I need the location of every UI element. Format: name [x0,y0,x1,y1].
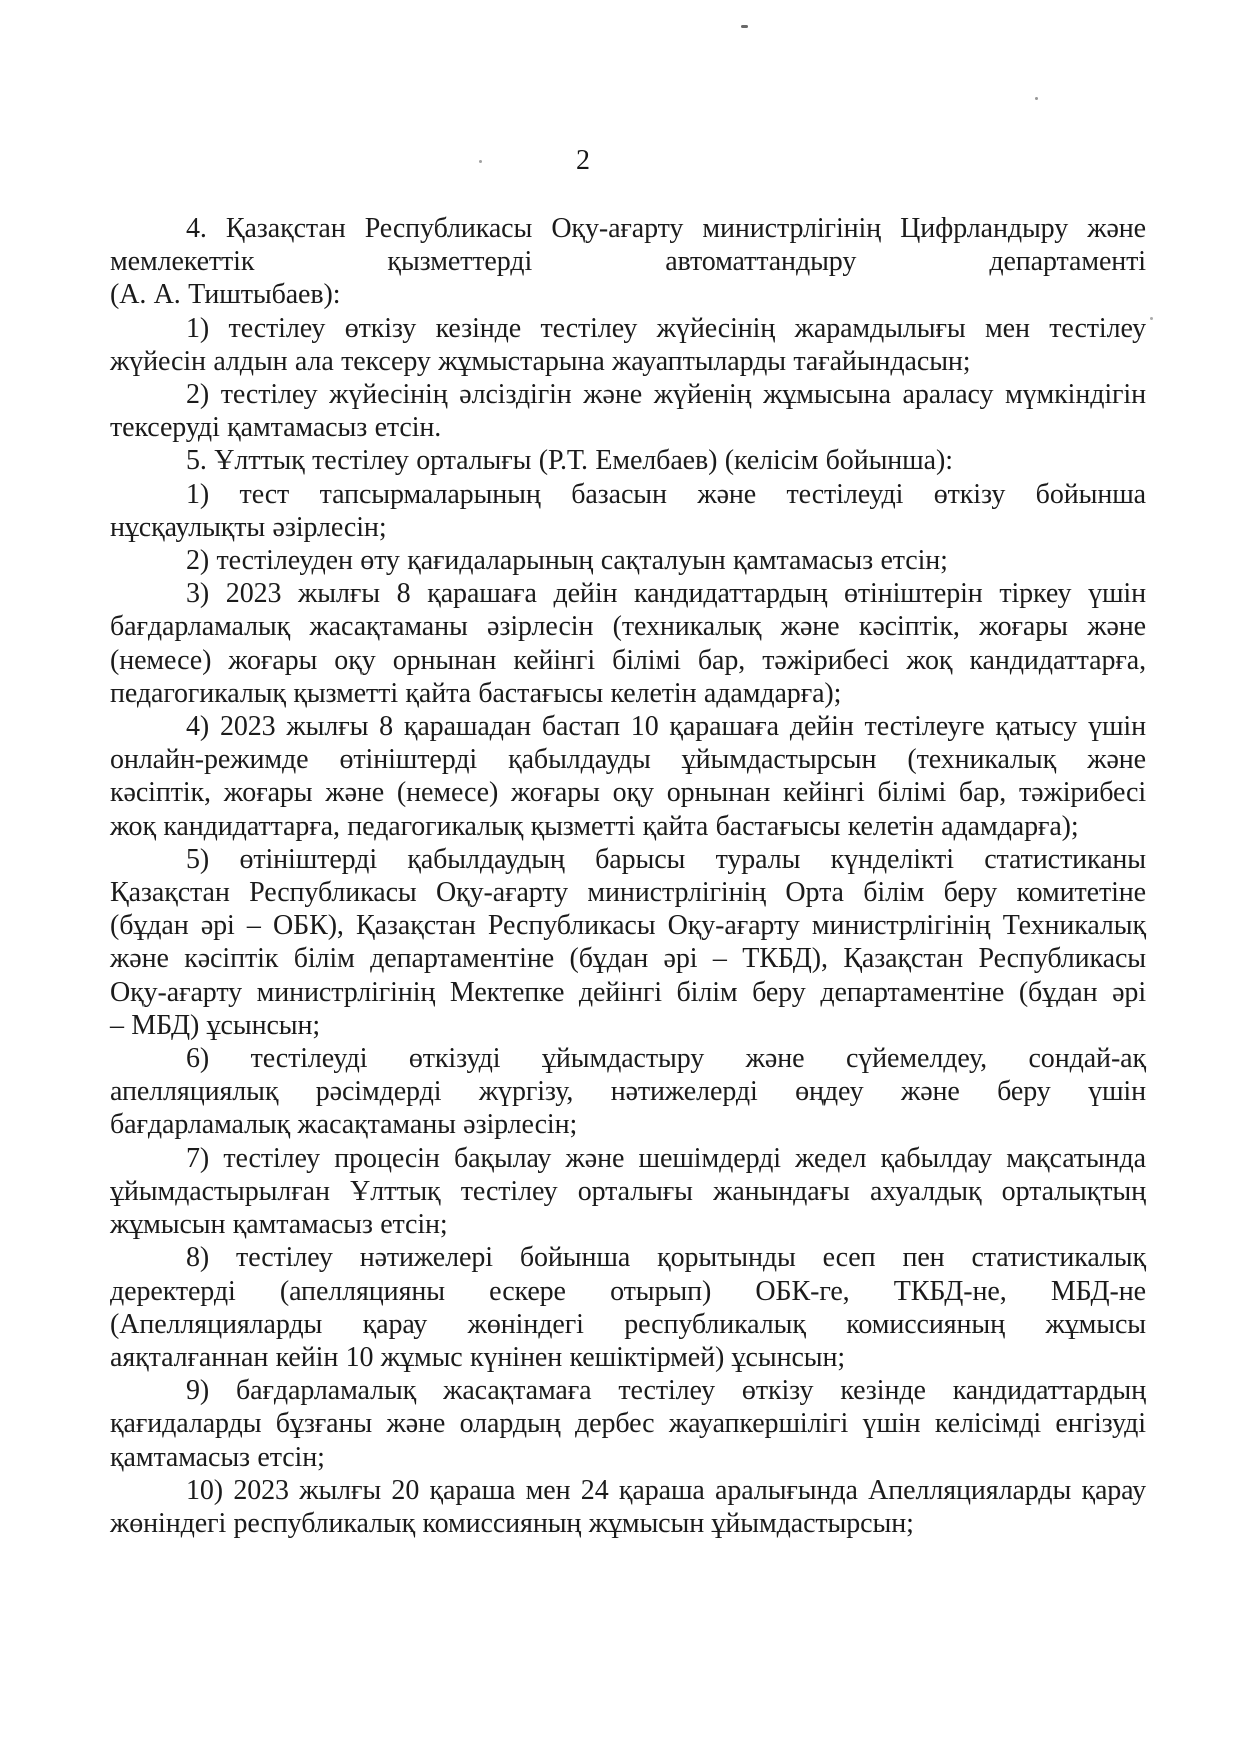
text-line: (А. А. Тиштыбаев): [110,279,341,311]
paragraph [110,843,1146,1042]
text-line: жұмысын қамтамасыз етсін; [110,1209,448,1241]
text-line: жөніндегі республикалық комиссияның жұмысын ұйымдастырсын; [110,1507,914,1539]
text-line: онлайн-режимде өтініштерді қабылдауды ұйымдастырсын (техникалық және [110,744,1146,776]
text-line: нұсқаулықты әзірлесін; [110,511,387,543]
text-line: қағидаларды бұзғаны және олардың дербес жауапкершілігі үшін келісімді енгізуді [110,1408,1146,1440]
text-line: 4) 2023 жылғы 8 қарашадан бастап 10 қарашаға дейін тестілеуге қатысу үшін [186,711,1146,743]
text-line: 2) тестілеуден өту қағидаларының сақталуын қамтамасыз етсін; [186,545,948,577]
text-line: кәсіптік, жоғары және (немесе) жоғары оқу орнынан кейінгі білімі бар, тәжірибесі [110,777,1146,809]
text-line: жоқ кандидаттарға, педагогикалық қызметті қайта бастағысы келетін адамдарға); [110,810,1079,842]
text-line: деректерді (апелляцияны ескере отырып) ОБК-ге, ТКБД-не, МБД-не [110,1275,1146,1307]
text-line: тексеруді қамтамасыз етсін. [110,412,442,444]
text-line: 4. Қазақстан Республикасы Оқу-ағарту министрлігінің Цифрландыру және [186,213,1146,244]
text-line: мемлекеттік қызметтерді автоматтандыру департаменті [110,246,1146,278]
scan-speck [741,25,748,28]
text-line: аяқталғаннан кейін 10 жұмыс күнінен кешіктірмей) ұсынсын; [110,1341,846,1373]
text-line: (бұдан әрі – ОБК), Қазақстан Республикасы Оқу-ағарту министрлігінің Техникалық [110,910,1146,942]
text-line: Оқу-ағарту министрлігінің Мектепке дейінгі білім беру департаментіне (бұдан әрі [110,976,1146,1008]
text-line: Қазақстан Республикасы Оқу-ағарту министрлігінің Орта білім беру комитетіне [110,877,1146,909]
paragraph [110,444,1146,477]
paragraph [110,478,1146,544]
text-line: 1) тестілеу өткізу кезінде тестілеу жүйесінің жарамдылығы мен тестілеу [186,312,1146,344]
paragraph [110,1142,1146,1242]
text-line: 6) тестілеуді өткізуді ұйымдастыру және сүйемелдеу, сондай-ақ [186,1043,1146,1075]
text-line: 7) тестілеу процесін бақылау және шешімдерді жедел қабылдау мақсатында [186,1142,1146,1174]
paragraph [110,544,1146,577]
scan-speck [1035,97,1038,100]
paragraph [110,1241,1146,1374]
text-line: 9) бағдарламалық жасақтамаға тестілеу өткізу кезінде кандидаттардың [186,1375,1146,1407]
text-line: 10) 2023 жылғы 20 қараша мен 24 қараша аралығында Апелляцияларды қарау [186,1474,1146,1506]
text-line: 5. Ұлттық тестілеу орталығы (Р.Т. Емелбаев) (келісім бойынша): [186,445,953,477]
paragraph [110,1374,1146,1474]
paragraph [110,1042,1146,1142]
text-line: жүйесін алдын ала тексеру жұмыстарына жауаптыларды тағайындасын; [110,345,971,377]
text-line: апелляциялық рәсімдерді жүргізу, нәтижелерді өңдеу және беру үшін [110,1076,1146,1108]
paragraph [110,1474,1146,1540]
text-line: және кәсіптік білім департаментіне (бұдан әрі – ТКБД), Қазақстан Республикасы [110,943,1146,975]
scan-speck [1150,317,1153,320]
text-line: ұйымдастырылған Ұлттық тестілеу орталығы жанындағы ахуалдық орталықтың [110,1175,1146,1207]
text-line: 8) тестілеу нәтижелері бойынша қорытынды есеп пен статистикалық [186,1242,1146,1274]
text-line: (Апелляцияларды қарау жөніндегі республикалық комиссияның жұмысы [110,1308,1146,1340]
text-line: бағдарламалық жасақтаманы әзірлесін; [110,1109,578,1141]
text-line: 2) тестілеу жүйесінің әлсіздігін және жүйенің жұмысына араласу мүмкіндігін [186,379,1146,411]
text-line: қамтамасыз етсін; [110,1441,325,1473]
paragraph [110,212,1146,312]
paragraph [110,312,1146,378]
document-text-body [110,212,1146,1540]
text-line: 5) өтініштерді қабылдаудың барысы туралы күнделікті статистиканы [186,843,1146,875]
text-line: (немесе) жоғары оқу орнынан кейінгі білімі бар, тәжірибесі жоқ кандидаттарға, [110,644,1146,676]
text-line: 1) тест тапсырмаларының базасын және тестілеуді өткізу бойынша [186,478,1146,510]
text-line: – МБД) ұсынсын; [110,1009,321,1041]
paragraph [110,577,1146,710]
text-line: педагогикалық қызметті қайта бастағысы келетін адамдарға); [110,677,842,709]
page-number: 2 [576,145,590,176]
paragraph [110,710,1146,843]
text-line: бағдарламалық жасақтаманы әзірлесін (техникалық және кәсіптік, жоғары және [110,611,1146,643]
paragraph [110,378,1146,444]
text-line: 3) 2023 жылғы 8 қарашаға дейін кандидаттардың өтініштерін тіркеу үшін [186,578,1146,610]
